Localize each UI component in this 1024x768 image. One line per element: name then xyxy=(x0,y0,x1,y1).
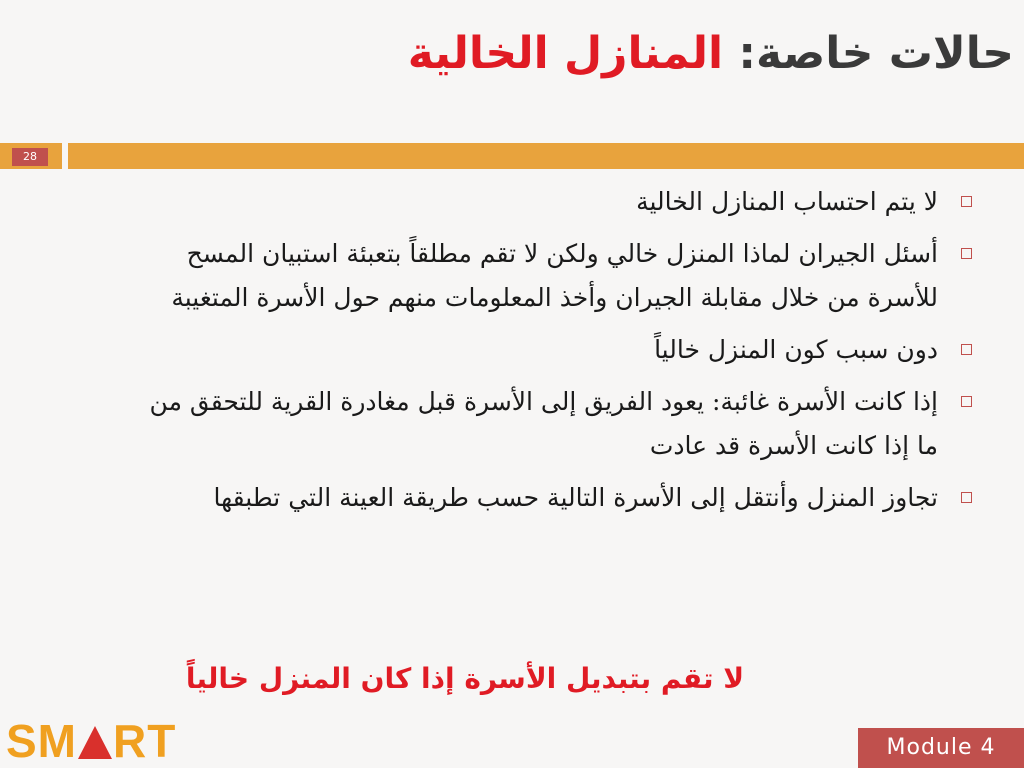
bullet-item xyxy=(132,180,972,224)
logo-text-end: RT xyxy=(113,715,177,767)
module-badge: Module 4 xyxy=(858,728,1024,768)
square-bullet-icon xyxy=(961,492,972,503)
square-bullet-icon xyxy=(961,396,972,407)
title-plain: حالات خاصة: xyxy=(723,28,1014,79)
accent-band-right xyxy=(68,143,1024,169)
bullet-text: لا يتم احتساب المنازل الخالية xyxy=(636,187,938,216)
logo-triangle-icon xyxy=(78,726,112,759)
bullet-text: تجاوز المنزل وأنتقل إلى الأسرة التالية حسب طريقة العينة التي تطبقها xyxy=(213,483,938,512)
bullet-list xyxy=(132,180,972,528)
square-bullet-icon xyxy=(961,344,972,355)
bullet-item xyxy=(132,476,972,520)
square-bullet-icon xyxy=(961,196,972,207)
bullet-item xyxy=(132,328,972,372)
bullet-item xyxy=(132,232,972,320)
bullet-item xyxy=(132,380,972,468)
slide-number: 28 xyxy=(12,148,48,166)
title-highlight: المنازل الخالية xyxy=(407,28,724,79)
slide-title xyxy=(408,28,1014,79)
bullet-text: إذا كانت الأسرة غائبة: يعود الفريق إلى الأسرة قبل مغادرة القرية للتحقق من ما إذا كانت الأسرة قد عادت xyxy=(149,387,938,460)
bullet-text: أسئل الجيران لماذا المنزل خالي ولكن لا تقم مطلقاً بتعبئة استبيان المسح للأسرة من خلال مقابلة الجيران وأخذ المعلومات منهم حول الأسرة المتغيبة xyxy=(171,239,938,312)
logo-text-start: SM xyxy=(6,715,77,767)
warning-note: لا تقم بتبديل الأسرة إذا كان المنزل خالياً xyxy=(185,662,745,695)
square-bullet-icon xyxy=(961,248,972,259)
smart-logo xyxy=(6,716,176,766)
bullet-text: دون سبب كون المنزل خالياً xyxy=(654,335,938,364)
